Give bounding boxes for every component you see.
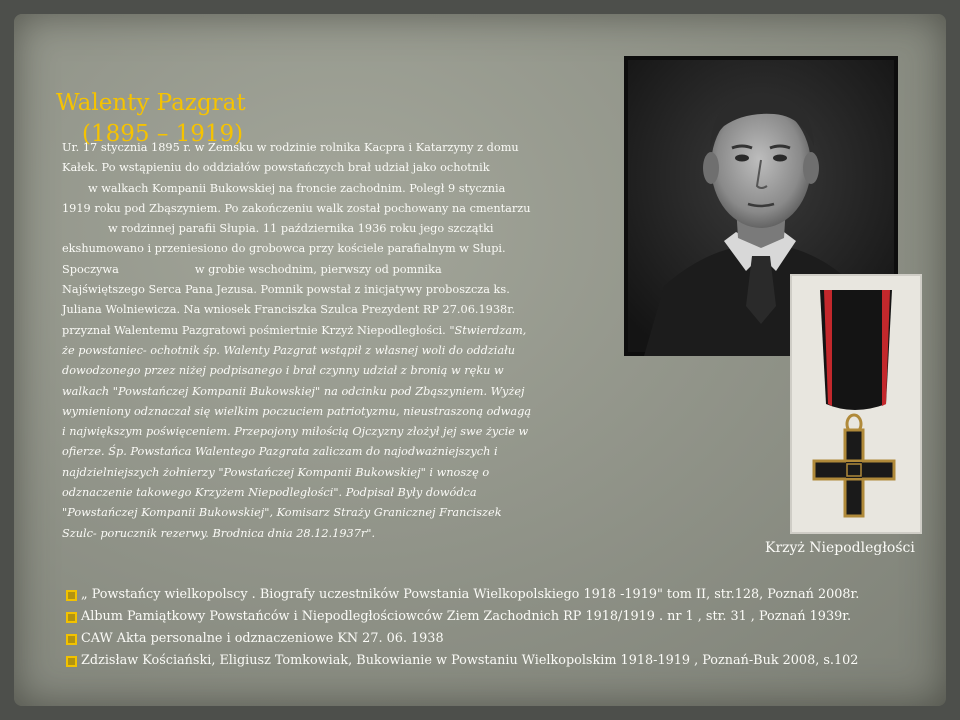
bio-line: Najświętszego Serca Pana Jezusa. Pomnik powstał z inicjatywy proboszcza ks. [62,283,510,297]
reference-text: „ Powstańcy wielkopolscy . Biografy uczestników Powstania Wielkopolskiego 1918 -1919" tom II, str.128, Poznań 2008r. [81,587,860,602]
bio-quote-line: Szulc- porucznik rezerwy. Brodnica dnia 28.12.1937r". [62,526,376,540]
reference-item [66,584,936,606]
medal-photo [790,274,922,534]
square-bullet-icon [66,656,77,667]
bio-quote-line: walkach "Powstańczej Kompanii Bukowskiej" na odcinku pod Zbąszyniem. Wyżej [62,384,525,398]
reference-text: CAW Akta personalne i odznaczeniowe KN 27. 06. 1938 [81,631,444,646]
bio-line-part: Spoczywa [62,262,119,276]
bio-quote-line: "Powstańczej Kompanii Bukowskiej", Komisarz Straży Granicznej Franciszek [62,506,502,520]
title-years: (1895 – 1919) [82,121,244,147]
bio-quote-line: wymieniony odznaczał się wielkim poczuciem patriotyzmu, nieustraszoną odwagą [62,404,532,418]
bio-quote-line: najdzielniejszych żołnierzy "Powstańczej Kompanii Bukowskiej" i wnoszę o [62,465,490,479]
bio-line: Kałek. Po wstąpieniu do oddziałów powstańczych brał udział jako ochotnik [62,161,490,175]
reference-text: Zdzisław Kościański, Eligiusz Tomkowiak, Bukowianie w Powstaniu Wielkopolskim 1918-1919 , Poznań-Buk 2008, s.102 [81,653,859,668]
bio-line: w rodzinnej parafii Słupia. 11 października 1936 roku jego szczątki [108,222,494,236]
bio-line: ekshumowano i przeniesiono do grobowca przy kościele parafialnym w Słupi. [62,242,506,256]
bio-line: Juliana Wolniewicza. Na wniosek Franciszka Szulca Prezydent RP 27.06.1938r. [62,303,515,317]
medal-caption: Krzyż Niepodległości [765,540,915,556]
bio-line [62,321,532,341]
reference-item [66,606,936,628]
bio-quote-line: ofierze. Śp. Powstańca Walentego Pazgrata zaliczam do najodważniejszych i [62,445,498,459]
bio-line-part: w grobie wschodnim, pierwszy od pomnika [194,262,442,276]
bio-quote-line: i największym poświęceniem. Przepojony miłością Ojczyzny złożył jej swe życie w [62,425,529,439]
square-bullet-icon [66,590,77,601]
bio-quote-line: dowodzonego przez niżej podpisanego i brał czynny udział z bronią w ręku w [62,364,504,378]
square-bullet-icon [66,634,77,645]
bio-quote-line: odznaczenie takowego Krzyżem Niepodległości". Podpisał Były dowódca [62,486,477,500]
reference-item [66,628,936,650]
bio-quote-start: "Stwierdzam, [449,323,527,337]
bio-quote-line: że powstaniec- ochotnik śp. Walenty Pazgrat wstąpił z własnej woli do oddziału [62,343,516,357]
bio-line: Ur. 17 stycznia 1895 r. w Zemsku w rodzinie rolnika Kacpra i Katarzyny z domu [62,141,519,154]
bio-line: 1919 roku pod Zbąszyniem. Po zakończeniu walk został pochowany na cmentarzu [62,201,531,215]
reference-item [66,650,936,672]
references-list [66,584,936,672]
title-name: Walenty Pazgrat [56,90,246,116]
square-bullet-icon [66,612,77,623]
independence-cross-image [792,276,916,528]
biography-text [62,138,532,544]
bio-line: w walkach Kompanii Bukowskiej na froncie zachodnim. Poległ 9 stycznia [88,181,506,195]
bio-line [62,260,532,280]
reference-text: Album Pamiątkowy Powstańców i Niepodległościowców Ziem Zachodnich RP 1918/1919 . nr 1 , str. 31 , Poznań 1939r. [81,609,852,624]
bio-line-part: przyznał Walentemu Pazgratowi pośmiertnie Krzyż Niepodległości. [62,323,450,337]
